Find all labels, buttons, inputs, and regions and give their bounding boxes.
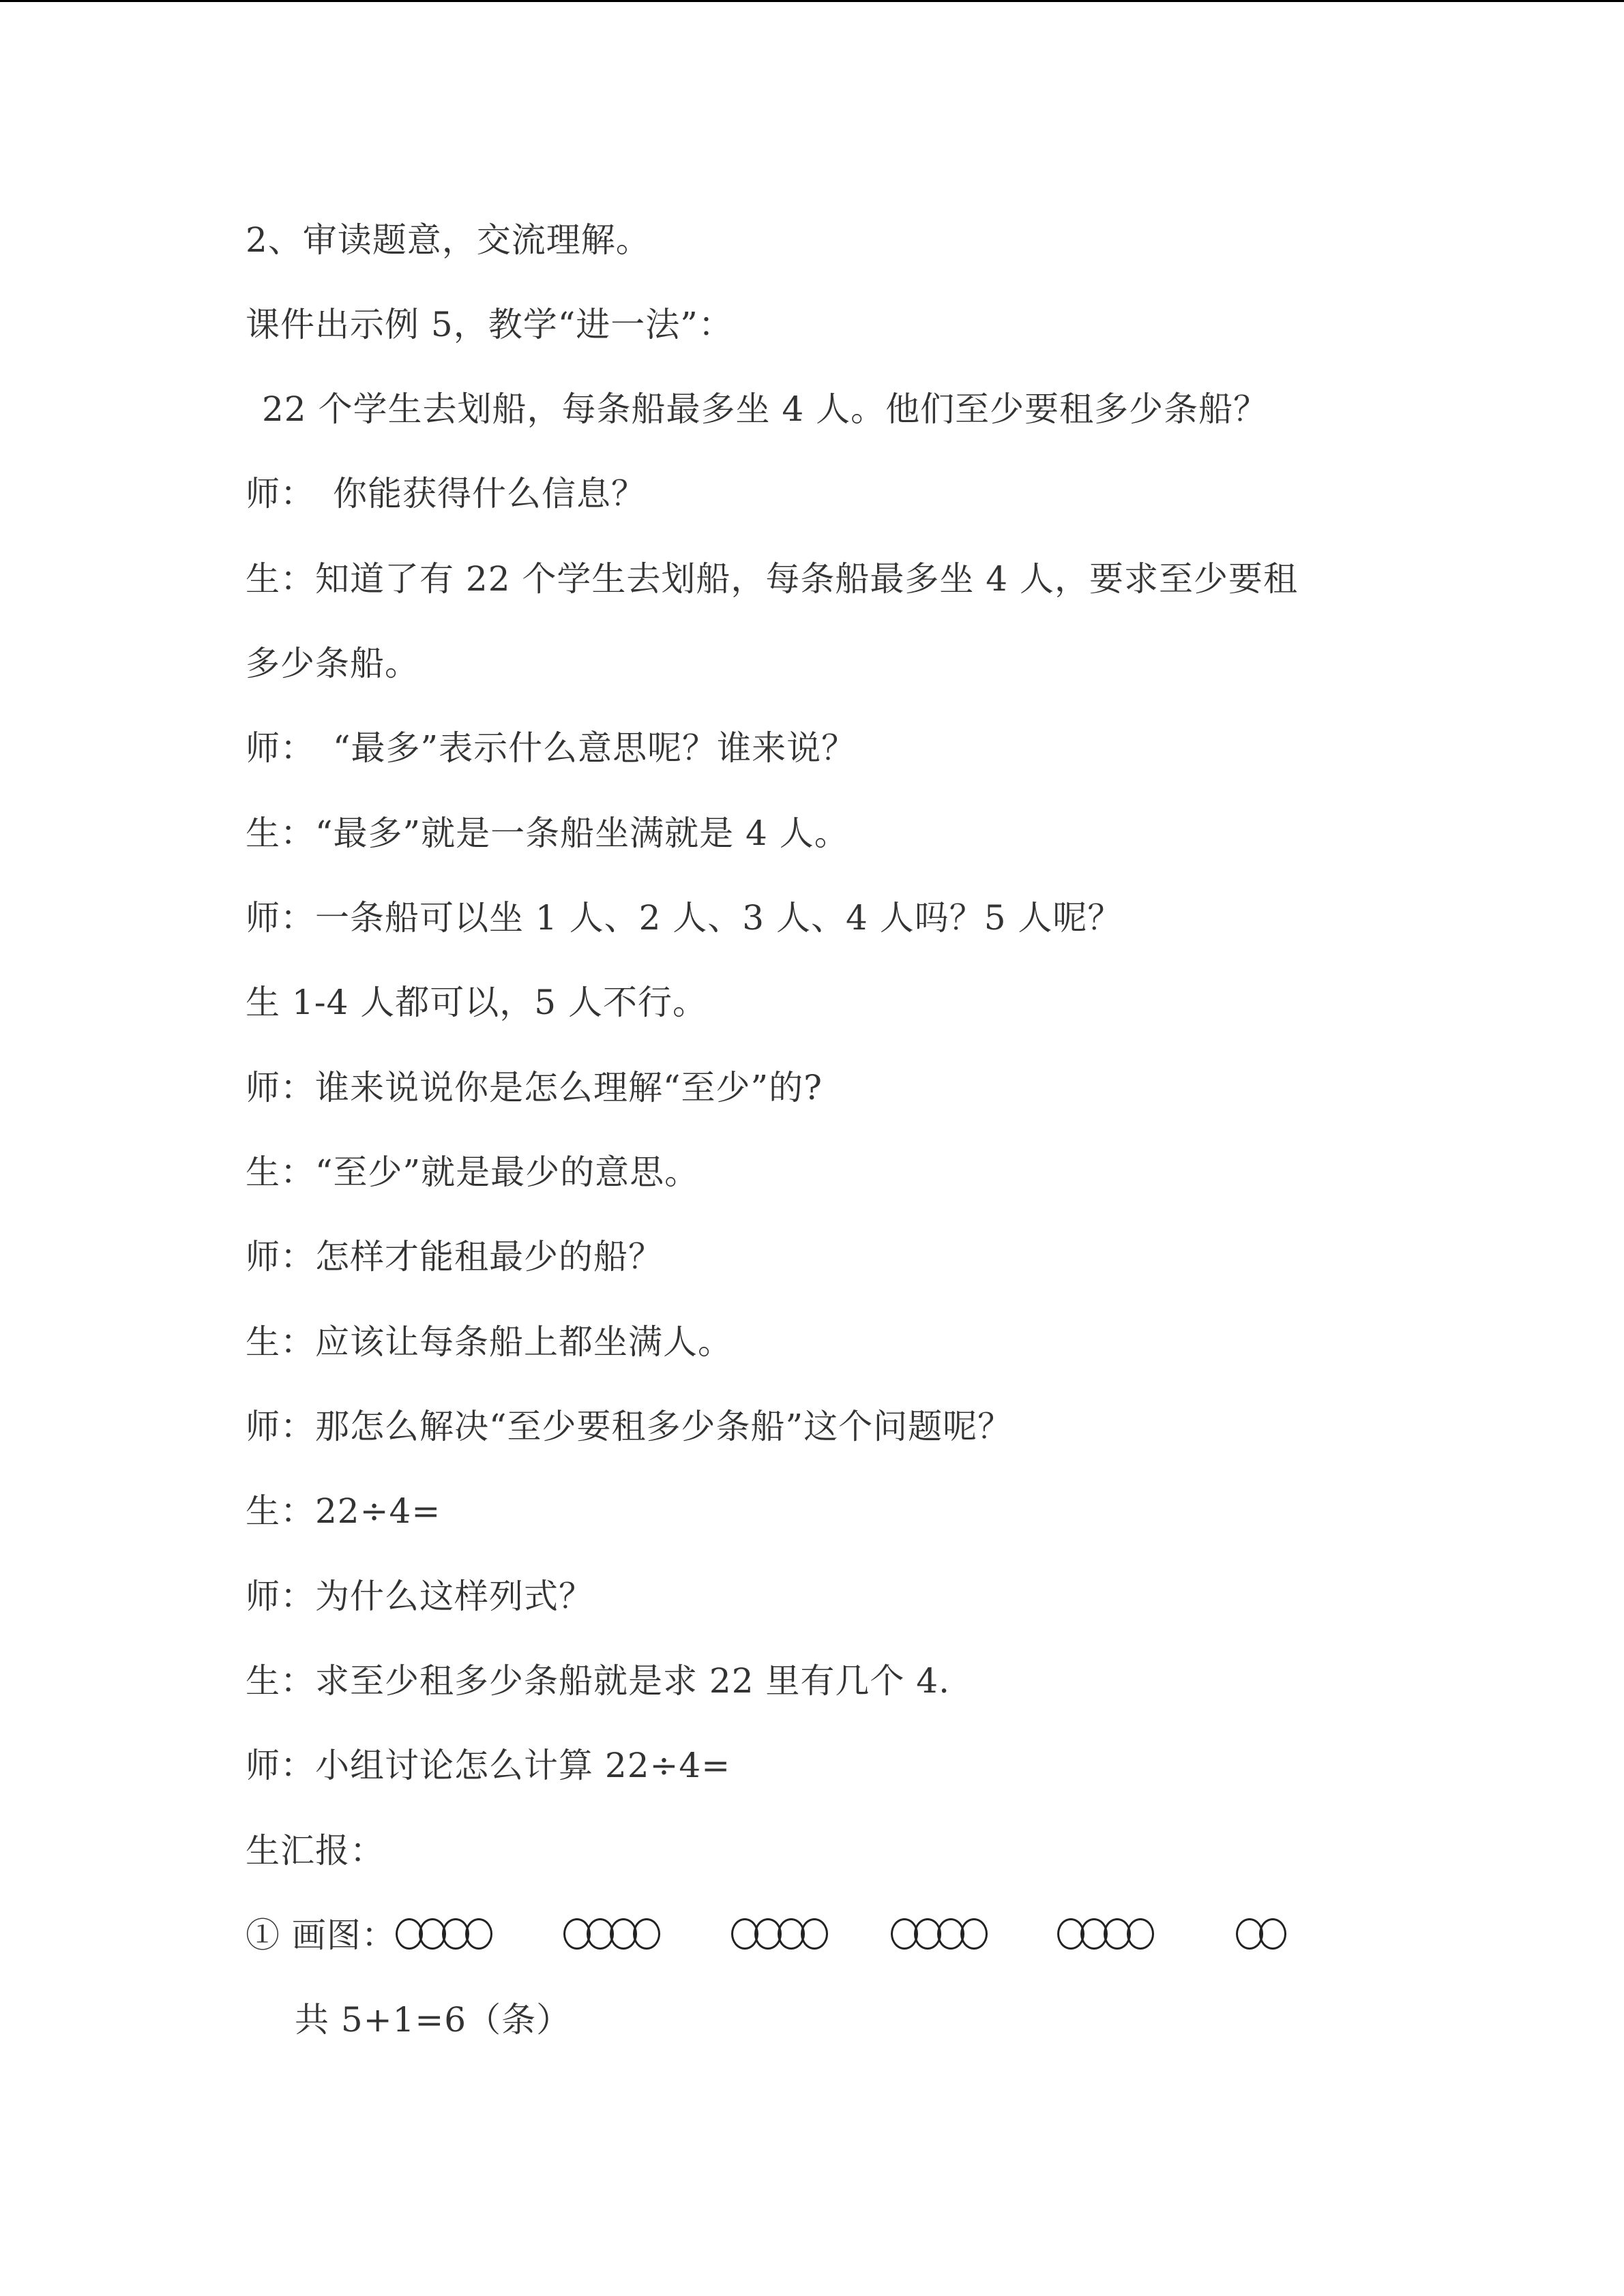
circle-group <box>563 1918 656 1950</box>
dialogue-line: 生：知道了有 22 个学生去划船，每条船最多坐 4 人，要求至少要租 <box>246 559 1299 599</box>
dialogue-line: 师：谁来说说你是怎么理解“至少”的? <box>246 1068 823 1107</box>
dialogue-line: 生：22÷4= <box>246 1491 441 1531</box>
dialogue-line: 师：一条船可以坐 1 人、2 人、3 人、4 人吗？5 人呢？ <box>246 898 1123 938</box>
person-circle <box>1127 1918 1154 1950</box>
dialogue-line: 师： “最多”表示什么意思呢？谁来说？ <box>246 728 857 768</box>
dialogue-line: 师： 你能获得什么信息？ <box>246 474 646 513</box>
person-circle <box>465 1918 492 1950</box>
dialogue-line: 师：为什么这样列式？ <box>246 1577 593 1616</box>
dialogue-line: 师：那怎么解决“至少要租多少条船”这个问题呢？ <box>246 1407 1013 1446</box>
person-circle <box>633 1918 660 1950</box>
problem-statement: 22 个学生去划船，每条船最多坐 4 人。他们至少要租多少条船？ <box>262 389 1269 429</box>
person-circle <box>1259 1918 1286 1950</box>
circle-group <box>731 1918 824 1950</box>
circle-group <box>1236 1918 1282 1950</box>
drawing-label: ① 画图： <box>246 1915 396 1955</box>
dialogue-line: 生：“最多”就是一条船坐满就是 4 人。 <box>246 814 849 853</box>
dialogue-line: 生：应该让每条船上都坐满人。 <box>246 1322 733 1362</box>
circle-group <box>1057 1918 1150 1950</box>
dialogue-line: 生：“至少”就是最少的意思。 <box>246 1152 700 1192</box>
total-result: 共 5+1=6（条） <box>295 2000 572 2040</box>
dialogue-line: 师：小组讨论怎么计算 22÷4= <box>246 1746 731 1785</box>
person-circle <box>801 1918 828 1950</box>
dialogue-line-continued: 多少条船。 <box>246 644 419 683</box>
dialogue-line: 师：怎样才能租最少的船？ <box>246 1237 663 1277</box>
paragraph-line: 课件出示例 5，教学“进一法”： <box>246 305 733 344</box>
drawing-row <box>246 1915 396 1956</box>
section-heading: 2、审读题意，交流理解。 <box>246 220 651 260</box>
dialogue-line: 生汇报： <box>246 1831 385 1870</box>
person-circle <box>960 1918 988 1950</box>
circle-group <box>891 1918 984 1950</box>
circle-group <box>396 1918 488 1950</box>
dialogue-line: 生 1-4 人都可以，5 人不行。 <box>246 983 708 1022</box>
dialogue-line: 生：求至少租多少条船就是求 22 里有几个 4. <box>246 1661 951 1701</box>
